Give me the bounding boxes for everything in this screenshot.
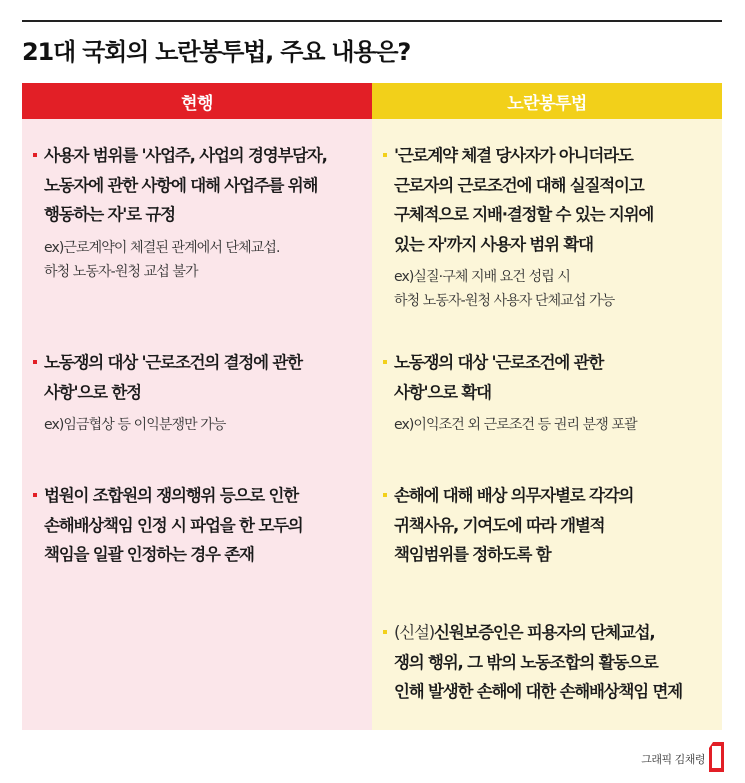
- current-item-damages: [22, 481, 372, 570]
- current-law-column: [22, 83, 372, 730]
- item-text: 손해에 대해 배상 의무자별로 각각의 귀책사유, 기여도에 따라 개별적 책임범위를 정하도록 함: [394, 481, 718, 570]
- bullet-icon: [383, 153, 387, 157]
- bullet-icon: [33, 493, 37, 497]
- new-item-employer-scope: [372, 141, 722, 313]
- current-item-labor-dispute: [22, 348, 372, 437]
- yellow-envelope-law-header: 노란봉투법: [372, 83, 722, 119]
- bullet-icon: [33, 153, 37, 157]
- item-text: (신설)신원보증인은 피용자의 단체교섭, 쟁의 행위, 그 밖의 노동조합의 활동으로 인해 발생한 손해에 대한 손해배상책임 면제: [394, 618, 718, 707]
- bullet-icon: [383, 493, 387, 497]
- current-item-employer-scope: [22, 141, 372, 284]
- item-text: 법원이 조합원의 쟁의행위 등으로 인한 손해배상책임 인정 시 파업을 한 모두의 책임을 일괄 인정하는 경우 존재: [44, 481, 368, 570]
- top-rule: [22, 20, 722, 22]
- item-text: '근로계약 체결 당사자가 아니더라도 근로자의 근로조건에 대해 실질적이고 구체적으로 지배·결정할 수 있는 지위에 있는 자'까지 사용자 범위 확대: [394, 141, 718, 259]
- page-title: 21대 국회의 노란봉투법, 주요 내용은?: [22, 38, 411, 66]
- yellow-envelope-law-column: [372, 83, 722, 730]
- new-item-labor-dispute: [372, 348, 722, 437]
- new-item-damages: [372, 481, 722, 570]
- publisher-logo-icon: [707, 742, 724, 772]
- example-text: ex)실질·구체 지배 요건 성립 시 하청 노동자-원청 사용자 단체교섭 가능: [394, 269, 615, 309]
- current-law-header: 현행: [22, 83, 372, 119]
- example-text: ex)이익조건 외 근로조건 등 권리 분쟁 포괄: [394, 417, 637, 433]
- new-provision-tag: (신설): [394, 623, 434, 642]
- item-text: 사용자 범위를 '사업주, 사업의 경영부담자, 노동자에 관한 사항에 대해 사업주를 위해 행동하는 자'로 규정: [44, 141, 368, 230]
- graphic-credit: 그래픽 김채령: [641, 753, 705, 766]
- item-text: 노동쟁의 대상 '근로조건의 결정에 관한 사항'으로 한정: [44, 348, 368, 407]
- item-text: 노동쟁의 대상 '근로조건에 관한 사항'으로 확대: [394, 348, 718, 407]
- example-text: ex)임금협상 등 이익분쟁만 가능: [44, 417, 226, 433]
- example-text: ex)근로계약이 체결된 관계에서 단체교섭. 하청 노동자-원청 교섭 불가: [44, 239, 280, 280]
- bullet-icon: [383, 360, 387, 364]
- new-item-guarantor: [372, 618, 722, 707]
- bullet-icon: [383, 630, 387, 634]
- bullet-icon: [33, 360, 37, 364]
